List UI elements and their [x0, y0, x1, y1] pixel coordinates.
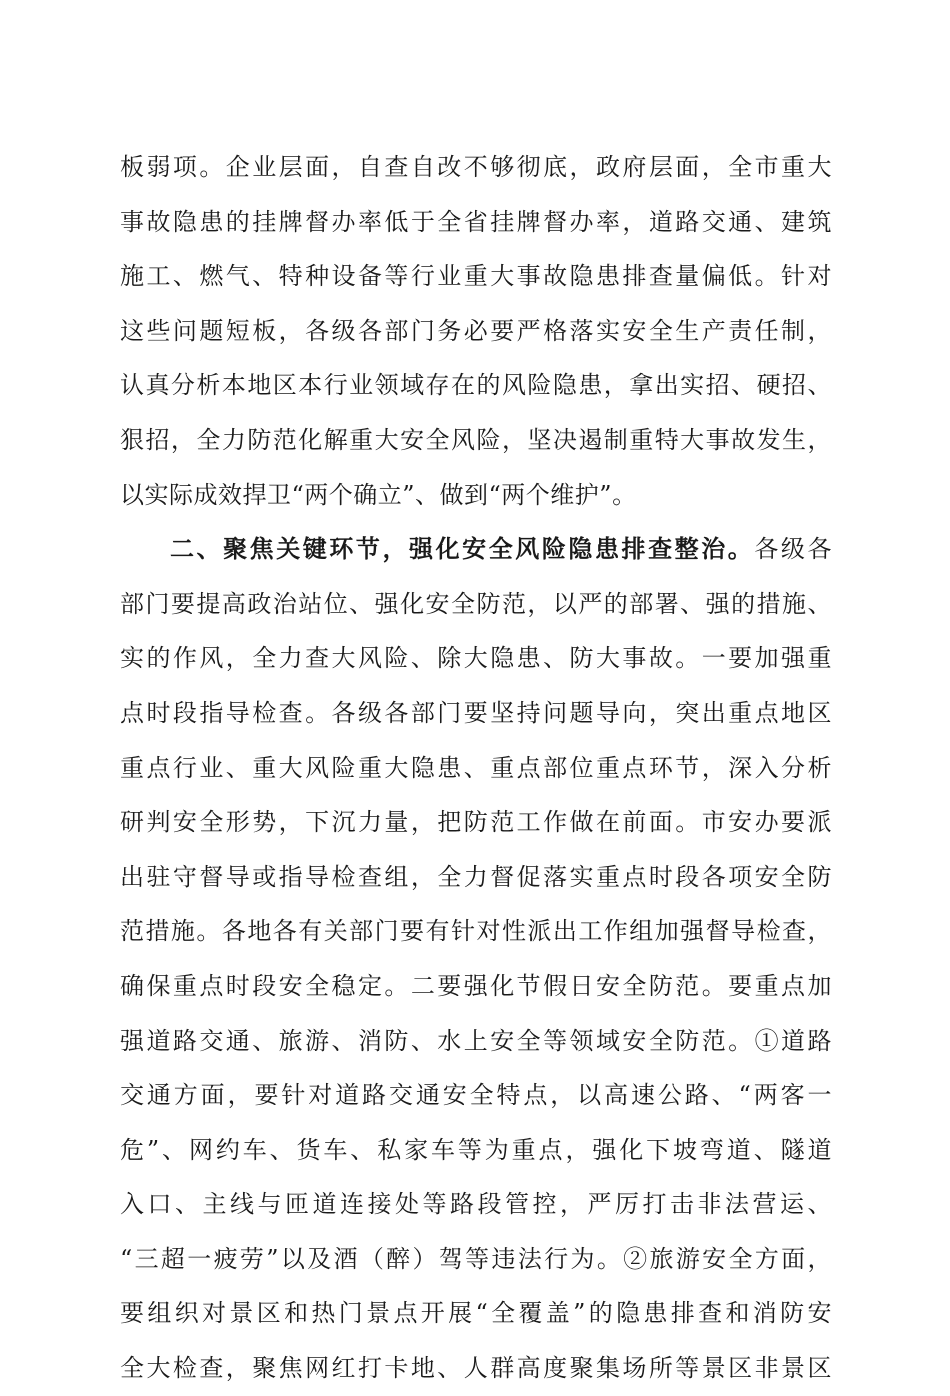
section-heading: 二、聚焦关键环节，强化安全风险隐患排查整治。	[170, 535, 755, 564]
paragraph-2-first-line	[120, 522, 832, 577]
paragraph-2-line-9: 确保重点时段安全稳定。二要强化节假日安全防范。要重点加	[120, 971, 832, 1000]
paragraph-1-line-7: 以实际成效捍卫“两个确立”、做到“两个维护”。	[120, 480, 637, 509]
paragraph-2-line-10: 强道路交通、旅游、消防、水上安全等领域安全防范。①道路	[120, 1026, 832, 1055]
paragraph-2-line-6: 研判安全形势，下沉力量，把防范工作做在前面。市安办要派	[120, 808, 832, 837]
paragraph-2-line-11: 交通方面，要针对道路交通安全特点，以高速公路、“两客一	[120, 1081, 832, 1110]
paragraph-1-line-2: 事故隐患的挂牌督办率低于全省挂牌督办率，道路交通、建筑	[120, 207, 832, 236]
paragraph-2-line-3: 实的作风，全力查大风险、除大隐患、防大事故。一要加强重	[120, 644, 832, 673]
paragraph-2-line-4: 点时段指导检查。各级各部门要坚持问题导向，突出重点地区	[120, 698, 832, 727]
paragraph-1-line-4: 这些问题短板，各级各部门务必要严格落实安全生产责任制，	[120, 316, 832, 345]
paragraph-1-line-1: 板弱项。企业层面，自查自改不够彻底，政府层面，全市重大	[120, 153, 832, 181]
paragraph-2-line-13: 入口、主线与匝道连接处等路段管控，严厉打击非法营运、	[120, 1190, 832, 1219]
paragraph-2-line-14: “三超一疲劳”以及酒（醉）驾等违法行为。②旅游安全方面，	[120, 1244, 832, 1273]
paragraph-2-line-8: 范措施。各地各有关部门要有针对性派出工作组加强督导检查，	[120, 917, 832, 946]
paragraph-2-first-line-rest: 各级各	[754, 535, 832, 564]
paragraph-2-line-12: 危”、网约车、货车、私家车等为重点，强化下坡弯道、隧道	[120, 1135, 832, 1164]
paragraph-2-line-2: 部门要提高政治站位、强化安全防范，以严的部署、强的措施、	[120, 589, 832, 618]
paragraph-1-line-3: 施工、燃气、特种设备等行业重大事故隐患排查量偏低。针对	[120, 262, 832, 291]
paragraph-2-line-7: 出驻守督导或指导检查组，全力督促落实重点时段各项安全防	[120, 862, 832, 891]
paragraph-2-line-16: 全大检查，聚焦网红打卡地、人群高度聚集场所等景区非景区	[120, 1354, 832, 1383]
paragraph-2-line-15: 要组织对景区和热门景点开展“全覆盖”的隐患排查和消防安	[120, 1299, 832, 1328]
paragraph-1-line-6: 狠招，全力防范化解重大安全风险，坚决遏制重特大事故发生，	[120, 425, 832, 454]
paragraph-2-line-5: 重点行业、重大风险重大隐患、重点部位重点环节，深入分析	[120, 753, 832, 782]
document-body	[120, 140, 832, 1396]
paragraph-1-line-5: 认真分析本地区本行业领域存在的风险隐患，拿出实招、硬招、	[120, 371, 832, 400]
